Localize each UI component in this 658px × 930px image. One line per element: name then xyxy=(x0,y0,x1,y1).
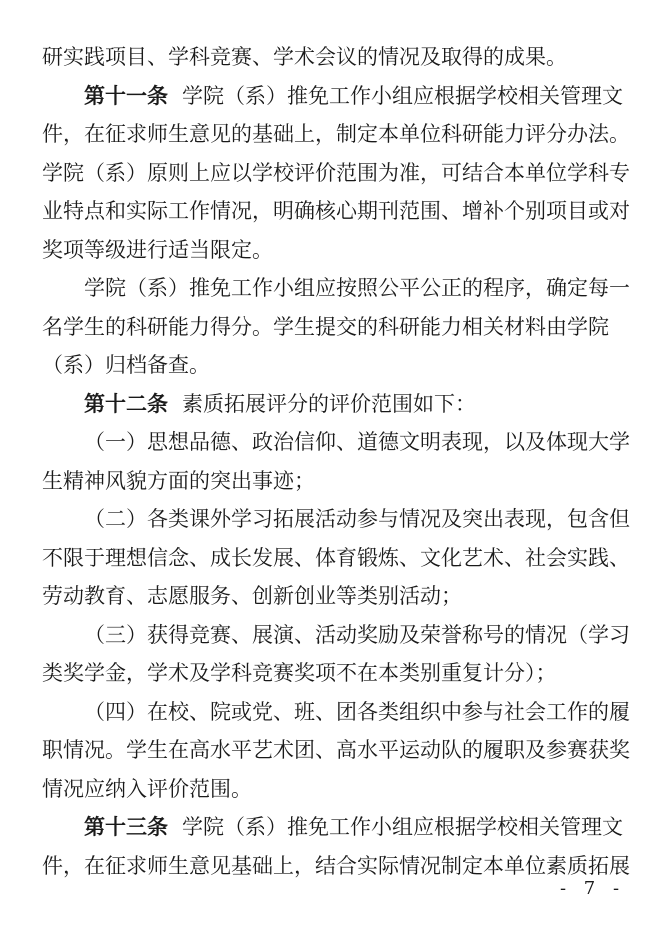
text-line: 学院（系）推免工作小组应按照公平公正的程序，确定每一 xyxy=(84,276,630,300)
text-line: 情况应纳入评价范围。 xyxy=(42,776,252,801)
article-12-line xyxy=(42,385,608,424)
page-number: - 7 - xyxy=(560,878,626,899)
text-line: 件，在征求师生意见的基础上，制定本单位科研能力评分办法。 xyxy=(42,122,630,146)
article-11-heading: 第十一条 xyxy=(84,82,168,108)
text-line: 件，在征求师生意见基础上，结合实际情况制定本单位素质拓展 xyxy=(42,853,630,878)
text-line: 研实践项目、学科竞赛、学术会议的情况及取得的成果。 xyxy=(42,45,567,69)
text-line: 学院（系）推免工作小组应根据学校相关管理文 xyxy=(182,83,623,108)
text-line: 类奖学金，学术及学科竞赛奖项不在本类别重复计分）； xyxy=(42,661,557,685)
text-line: 业特点和实际工作情况，明确核心期刊范围、增补个别项目或对 xyxy=(42,199,630,223)
article-13-heading: 第十三条 xyxy=(84,814,168,839)
text-line: 奖项等级进行适当限定。 xyxy=(42,237,273,262)
text-line: 劳动教育、志愿服务、创新创业等类别活动； xyxy=(42,584,462,608)
text-line: （四）在校、院或党、班、团各类组织中参与社会工作的履 xyxy=(84,699,630,724)
text-line: 名学生的科研能力得分。学生提交的科研能力相关材料由学院 xyxy=(42,314,609,339)
article-11-line xyxy=(42,77,623,116)
article-12-heading: 第十二条 xyxy=(84,390,168,416)
text-line: 学院（系）推免工作小组应根据学校相关管理文 xyxy=(182,815,623,839)
text-line: （二）各类课外学习拓展活动参与情况及突出表现，包含但 xyxy=(84,507,630,531)
text-line: 生精神风貌方面的突出事迹； xyxy=(42,468,315,493)
text-line: 学院（系）原则上应以学校评价范围为准，可结合本单位学科专 xyxy=(42,160,630,185)
text-line: 素质拓展评分的评价范围如下： xyxy=(182,391,476,416)
text-line: （三）获得竞赛、展演、活动奖励及荣誉称号的情况（学习 xyxy=(84,622,630,647)
article-13-line xyxy=(42,808,623,847)
text-line: 不限于理想信念、成长发展、体育锻炼、文化艺术、社会实践、 xyxy=(42,545,630,570)
text-line: （一）思想品德、政治信仰、道德文明表现，以及体现大学 xyxy=(84,430,630,454)
text-line: （系）归档备查。 xyxy=(42,353,210,377)
document-page xyxy=(42,38,630,885)
text-line: 职情况。学生在高水平艺术团、高水平运动队的履职及参赛获奖 xyxy=(42,738,630,762)
